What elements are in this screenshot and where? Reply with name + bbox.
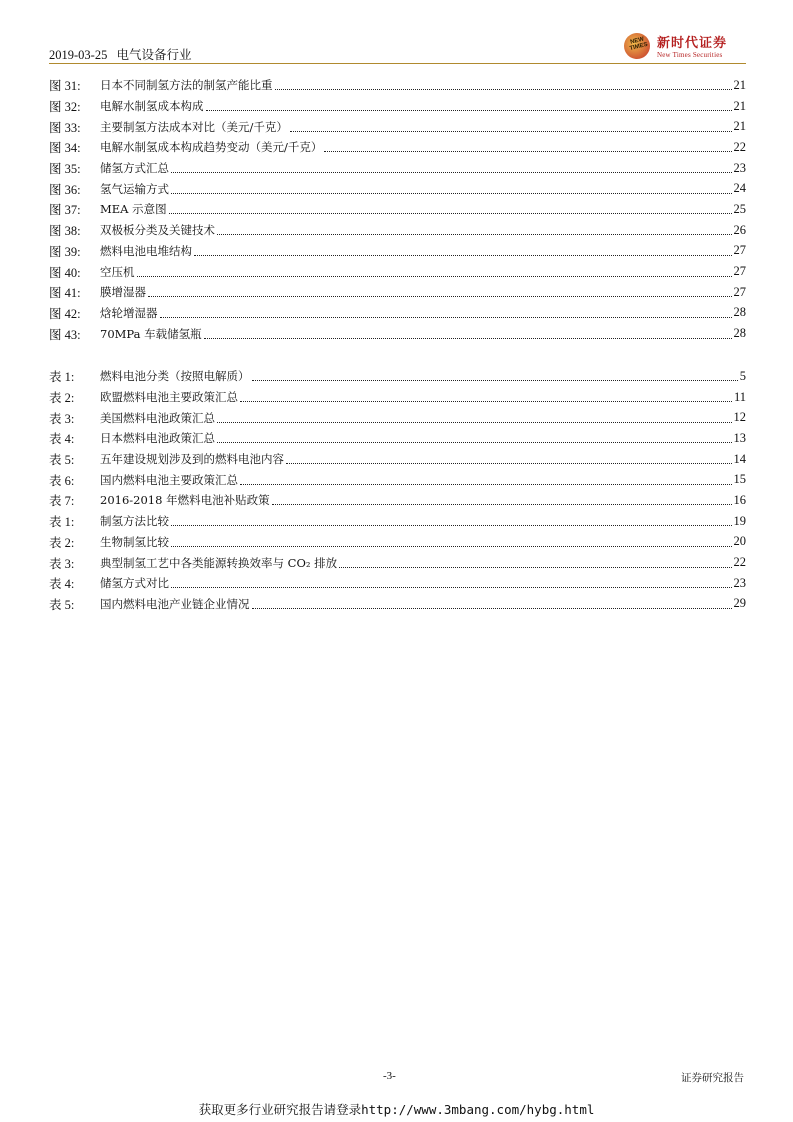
entry-title: 焓轮增湿器: [100, 305, 158, 320]
entry-label: 表 5:: [49, 597, 75, 612]
entry-page-number: 11: [733, 389, 746, 404]
toc-entry[interactable]: [49, 552, 746, 573]
entry-label: 表 6:: [49, 473, 75, 488]
toc-entry[interactable]: [49, 116, 746, 137]
toc-entry[interactable]: [49, 366, 746, 387]
logo-badge-text: NEW TIMES: [629, 36, 649, 53]
dot-leader: [171, 171, 732, 173]
toc-entry[interactable]: [49, 220, 746, 241]
dot-leader: [275, 88, 732, 90]
entry-page-number: 14: [733, 451, 746, 466]
entry-title: 膜增湿器: [100, 285, 146, 300]
toc-entry[interactable]: [49, 96, 746, 117]
report-type: 证券研究报告: [681, 1072, 744, 1084]
entry-label: 图 43:: [49, 327, 81, 342]
entry-label: 图 37:: [49, 203, 81, 218]
entry-label: 表 1:: [49, 515, 75, 530]
entry-label: 图 38:: [49, 224, 81, 239]
entry-title: 空压机: [100, 264, 135, 279]
entry-label: 表 2:: [49, 535, 75, 550]
dot-leader: [194, 254, 732, 256]
entry-page-number: 21: [733, 119, 746, 134]
toc-entry[interactable]: [49, 490, 746, 511]
dot-leader: [272, 503, 732, 505]
toc-entry[interactable]: [49, 261, 746, 282]
toc-entry[interactable]: [49, 303, 746, 324]
header-info: [49, 45, 197, 63]
entry-title: 主要制氢方法成本对比（美元/千克）: [100, 119, 288, 134]
industry-name: 电气设备行业: [116, 48, 192, 62]
entry-title: 典型制氢工艺中各类能源转换效率与 CO₂ 排放: [100, 555, 338, 570]
toc-entry[interactable]: [49, 323, 746, 344]
entry-title: 储氢方式对比: [100, 576, 169, 591]
entry-label: 表 4:: [49, 432, 75, 447]
entry-label: 图 35:: [49, 162, 81, 177]
toc-entry[interactable]: [49, 158, 746, 179]
entry-title: 氢气运输方式: [100, 181, 169, 196]
table-list: [49, 366, 746, 614]
company-name-en: New Times Securities: [657, 51, 723, 59]
entry-page-number: 13: [733, 430, 746, 445]
toc-entry[interactable]: [49, 199, 746, 220]
dot-leader: [324, 150, 731, 152]
toc-entry[interactable]: [49, 75, 746, 96]
company-name-cn: 新时代证券: [657, 36, 728, 51]
entry-label: 图 40:: [49, 265, 81, 280]
entry-title: 2016-2018 年燃料电池补贴政策: [100, 493, 270, 508]
entry-page-number: 5: [739, 368, 746, 383]
toc-entry[interactable]: [49, 532, 746, 553]
page-number: -3-: [383, 1070, 396, 1082]
toc-entry[interactable]: [49, 511, 746, 532]
entry-page-number: 24: [733, 181, 746, 196]
entry-page-number: 22: [733, 139, 746, 154]
dot-leader: [169, 212, 732, 214]
entry-title: 储氢方式汇总: [100, 161, 169, 176]
entry-label: 图 32:: [49, 100, 81, 115]
entry-label: 表 4:: [49, 577, 75, 592]
dot-leader: [339, 566, 731, 568]
entry-page-number: 23: [733, 575, 746, 590]
toc-entry[interactable]: [49, 407, 746, 428]
entry-page-number: 16: [733, 492, 746, 507]
entry-title: 生物制氢比较: [100, 534, 169, 549]
dot-leader: [171, 192, 732, 194]
entry-label: 图 36:: [49, 182, 81, 197]
entry-page-number: 21: [733, 98, 746, 113]
toc-entry[interactable]: [49, 594, 746, 615]
toc-entry[interactable]: [49, 241, 746, 262]
entry-title: 双极板分类及关键技术: [100, 223, 215, 238]
toc-entry[interactable]: [49, 387, 746, 408]
entry-label: 表 5:: [49, 453, 75, 468]
header-divider: [49, 63, 746, 64]
toc-entry[interactable]: [49, 282, 746, 303]
entry-title: 燃料电池分类（按照电解质）: [100, 369, 250, 384]
toc-entry[interactable]: [49, 178, 746, 199]
watermark-link[interactable]: 获取更多行业研究报告请登录http://www.3mbang.com/hybg.html: [198, 1102, 595, 1117]
entry-page-number: 27: [733, 284, 746, 299]
entry-title: 欧盟燃料电池主要政策汇总: [100, 390, 238, 405]
entry-label: 表 1:: [49, 370, 75, 385]
entry-page-number: 27: [733, 264, 746, 279]
entry-page-number: 25: [733, 201, 746, 216]
toc-entry[interactable]: [49, 449, 746, 470]
entry-page-number: 28: [733, 326, 746, 341]
dot-leader: [148, 295, 732, 297]
figure-list: [49, 75, 746, 344]
entry-page-number: 27: [733, 243, 746, 258]
entry-label: 表 7:: [49, 494, 75, 509]
entry-page-number: 26: [733, 222, 746, 237]
dot-leader: [171, 545, 732, 547]
entry-title: 国内燃料电池主要政策汇总: [100, 472, 238, 487]
dot-leader: [290, 130, 732, 132]
entry-page-number: 22: [733, 555, 746, 570]
entry-page-number: 20: [733, 534, 746, 549]
entry-title: 日本燃料电池政策汇总: [100, 431, 215, 446]
entry-label: 图 33:: [49, 120, 81, 135]
toc-entry[interactable]: [49, 428, 746, 449]
report-date: 2019-03-25: [49, 48, 108, 62]
entry-page-number: 23: [733, 160, 746, 175]
dot-leader: [240, 400, 732, 402]
entry-page-number: 15: [733, 472, 746, 487]
entry-label: 表 2:: [49, 391, 75, 406]
entry-title: 燃料电池电堆结构: [100, 243, 192, 258]
entry-label: 图 31:: [49, 79, 81, 94]
toc-entry[interactable]: [49, 137, 746, 158]
entry-title: 日本不同制氢方法的制氢产能比重: [100, 78, 273, 93]
dot-leader: [204, 337, 732, 339]
toc-entry[interactable]: [49, 469, 746, 490]
dot-leader: [217, 441, 732, 443]
entry-title: 制氢方法比较: [100, 514, 169, 529]
entry-label: 图 41:: [49, 286, 81, 301]
dot-leader: [171, 524, 732, 526]
entry-title: 电解水制氢成本构成趋势变动（美元/千克）: [100, 140, 323, 155]
dot-leader: [171, 586, 732, 588]
entry-title: 五年建设规划涉及到的燃料电池内容: [100, 452, 284, 467]
dot-leader: [206, 109, 732, 111]
entry-page-number: 29: [733, 596, 746, 611]
dot-leader: [217, 233, 732, 235]
company-logo: [624, 30, 746, 62]
entry-label: 图 39:: [49, 244, 81, 259]
entry-label: 表 3:: [49, 411, 75, 426]
entry-title: 国内燃料电池产业链企业情况: [100, 596, 250, 611]
entry-title: MEA 示意图: [100, 202, 167, 217]
entry-page-number: 12: [733, 410, 746, 425]
dot-leader: [252, 607, 732, 609]
entry-title: 美国燃料电池政策汇总: [100, 410, 215, 425]
entry-label: 图 42:: [49, 306, 81, 321]
toc-entry[interactable]: [49, 573, 746, 594]
entry-label: 表 3:: [49, 556, 75, 571]
entry-page-number: 21: [733, 77, 746, 92]
entry-page-number: 28: [733, 305, 746, 320]
dot-leader: [240, 483, 732, 485]
dot-leader: [160, 316, 732, 318]
dot-leader: [137, 275, 732, 277]
dot-leader: [286, 462, 732, 464]
entry-title: 电解水制氢成本构成: [100, 99, 204, 114]
entry-title: 70MPa 车载储氢瓶: [100, 326, 202, 341]
entry-label: 图 34:: [49, 141, 81, 156]
dot-leader: [252, 379, 738, 381]
page-header: [49, 30, 746, 66]
entry-page-number: 19: [733, 513, 746, 528]
dot-leader: [217, 421, 732, 423]
